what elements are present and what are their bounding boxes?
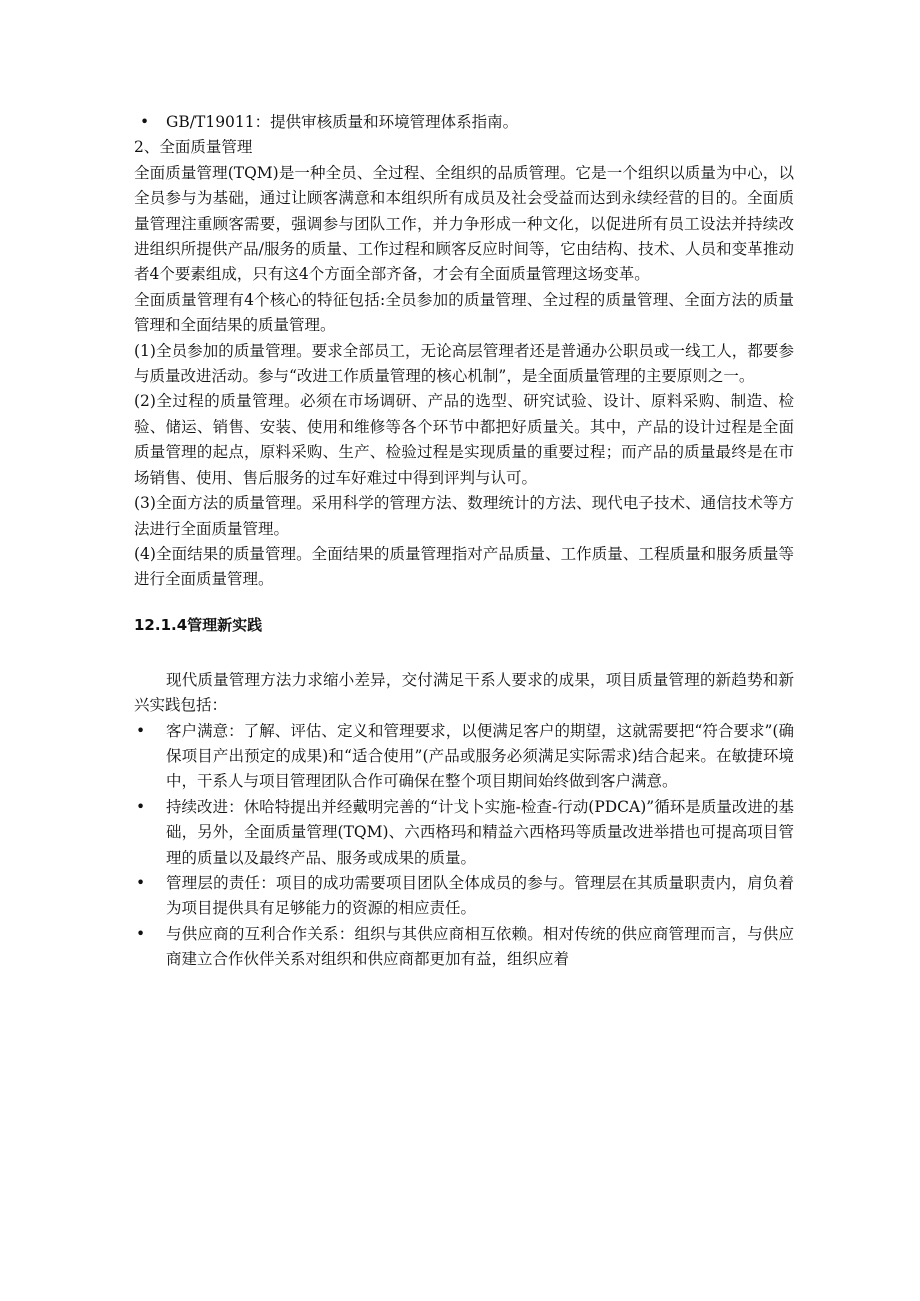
list-item <box>134 795 794 871</box>
bullet-dot-icon: • <box>136 721 146 740</box>
list-item <box>134 871 794 922</box>
list-item-text: 与供应商的互利合作关系：组织与其供应商相互依赖。相对传统的供应商管理而言，与供应商建立合作伙伴关系对组织和供应商都更加有益，组织应着 <box>166 924 794 969</box>
list-item-text: 持续改进：休哈特提出并经戴明完善的“计戈卜实施-检查-行动(PDCA)”循环是质量改进的基础，另外，全面质量管理(TQM)、六西格玛和精益六西格玛等质量改进举措也可提高项目管理的质量以及最终产品、服务或成果的质量。 <box>166 797 794 867</box>
top-bullet-text: GB/T19011：提供审核质量和环境管理体系指南。 <box>166 113 519 131</box>
list-item-text: 管理层的责任：项目的成功需要项目团队全体成员的参与。管理层在其质量职责内，肩负着为项目提供具有足够能力的资源的相应责任。 <box>166 873 794 918</box>
spacer <box>134 638 794 668</box>
list-item-text: 客户满意：了解、评估、定义和管理要求，以便满足客户的期望，这就需要把“符合要求”(确保项目产出预定的成果)和“适合使用”(产品或服务必须满足实际需求)结合起来。在敏捷环境中，干系人与项目管理团队合作可确保在整个项目期间始终做到客户满意。 <box>166 721 794 791</box>
top-bullet-item <box>134 110 794 135</box>
tqm-heading: 2、全面质量管理 <box>134 138 253 157</box>
section-title: 12.1.4管理新实践 <box>134 615 263 634</box>
bullet-dot-icon: • <box>136 924 146 943</box>
bullet-dot-icon: • <box>136 797 146 816</box>
tqm-paragraph-4: (4)全面结果的质量管理。全面结果的质量管理指对产品质量、工作质量、工程质量和服务质量等进行全面质量管理。 <box>134 544 794 589</box>
tqm-paragraph-features: 全面质量管理有4个核心的特征包括:全员参加的质量管理、全过程的质量管理、全面方法的质量管理和全面结果的质量管理。 <box>134 290 794 335</box>
list-item <box>134 922 794 973</box>
tqm-paragraph-1: (1)全员参加的质量管理。要求全部员工，无论高层管理者还是普通办公职员或一线工人，都要参与质量改进活动。参与“改进工作质量管理的核心机制”，是全面质量管理的主要原则之一。 <box>134 341 794 386</box>
bullet-dot-icon: • <box>136 873 146 892</box>
document-page <box>134 110 794 973</box>
tqm-paragraph-definition: 全面质量管理(TQM)是一种全员、全过程、全组织的品质管理。它是一个组织以质量为中心，以全员参与为基础，通过让顾客满意和本组织所有成员及社会受益而达到永续经营的目的。全面质量管理注重顾客需要，强调参与团队工作，并力争形成一种文化，以促进所有员工设法并持续改进组织所提供产品/服务的质量、工作过程和顾客反应时间等，它由结构、技术、人员和变革推动者4个要素组成，只有这4个方面全部齐备，才会有全面质量管理这场变革。 <box>134 163 794 284</box>
list-item <box>134 719 794 795</box>
tqm-paragraph-3: (3)全面方法的质量管理。采用科学的管理方法、数理统计的方法、现代电子技术、通信技术等方法进行全面质量管理。 <box>134 494 794 538</box>
intro-paragraph: 现代质量管理方法力求缩小差异，交付满足干系人要求的成果，项目质量管理的新趋势和新兴实践包括： <box>134 670 794 715</box>
bullet-dot-icon: • <box>140 113 150 131</box>
practice-list <box>134 719 794 973</box>
tqm-paragraph-2: (2)全过程的质量管理。必须在市场调研、产品的选型、研究试验、设计、原料采购、制造、检验、储运、销售、安装、使用和维修等各个环节中都把好质量关。其中，产品的设计过程是全面质量管理的起点，原料采购、生产、检验过程是实现质量的重要过程；而产品的质量最终是在市场销售、使用、售后服务的过车好难过中得到评判与认可。 <box>134 392 794 487</box>
